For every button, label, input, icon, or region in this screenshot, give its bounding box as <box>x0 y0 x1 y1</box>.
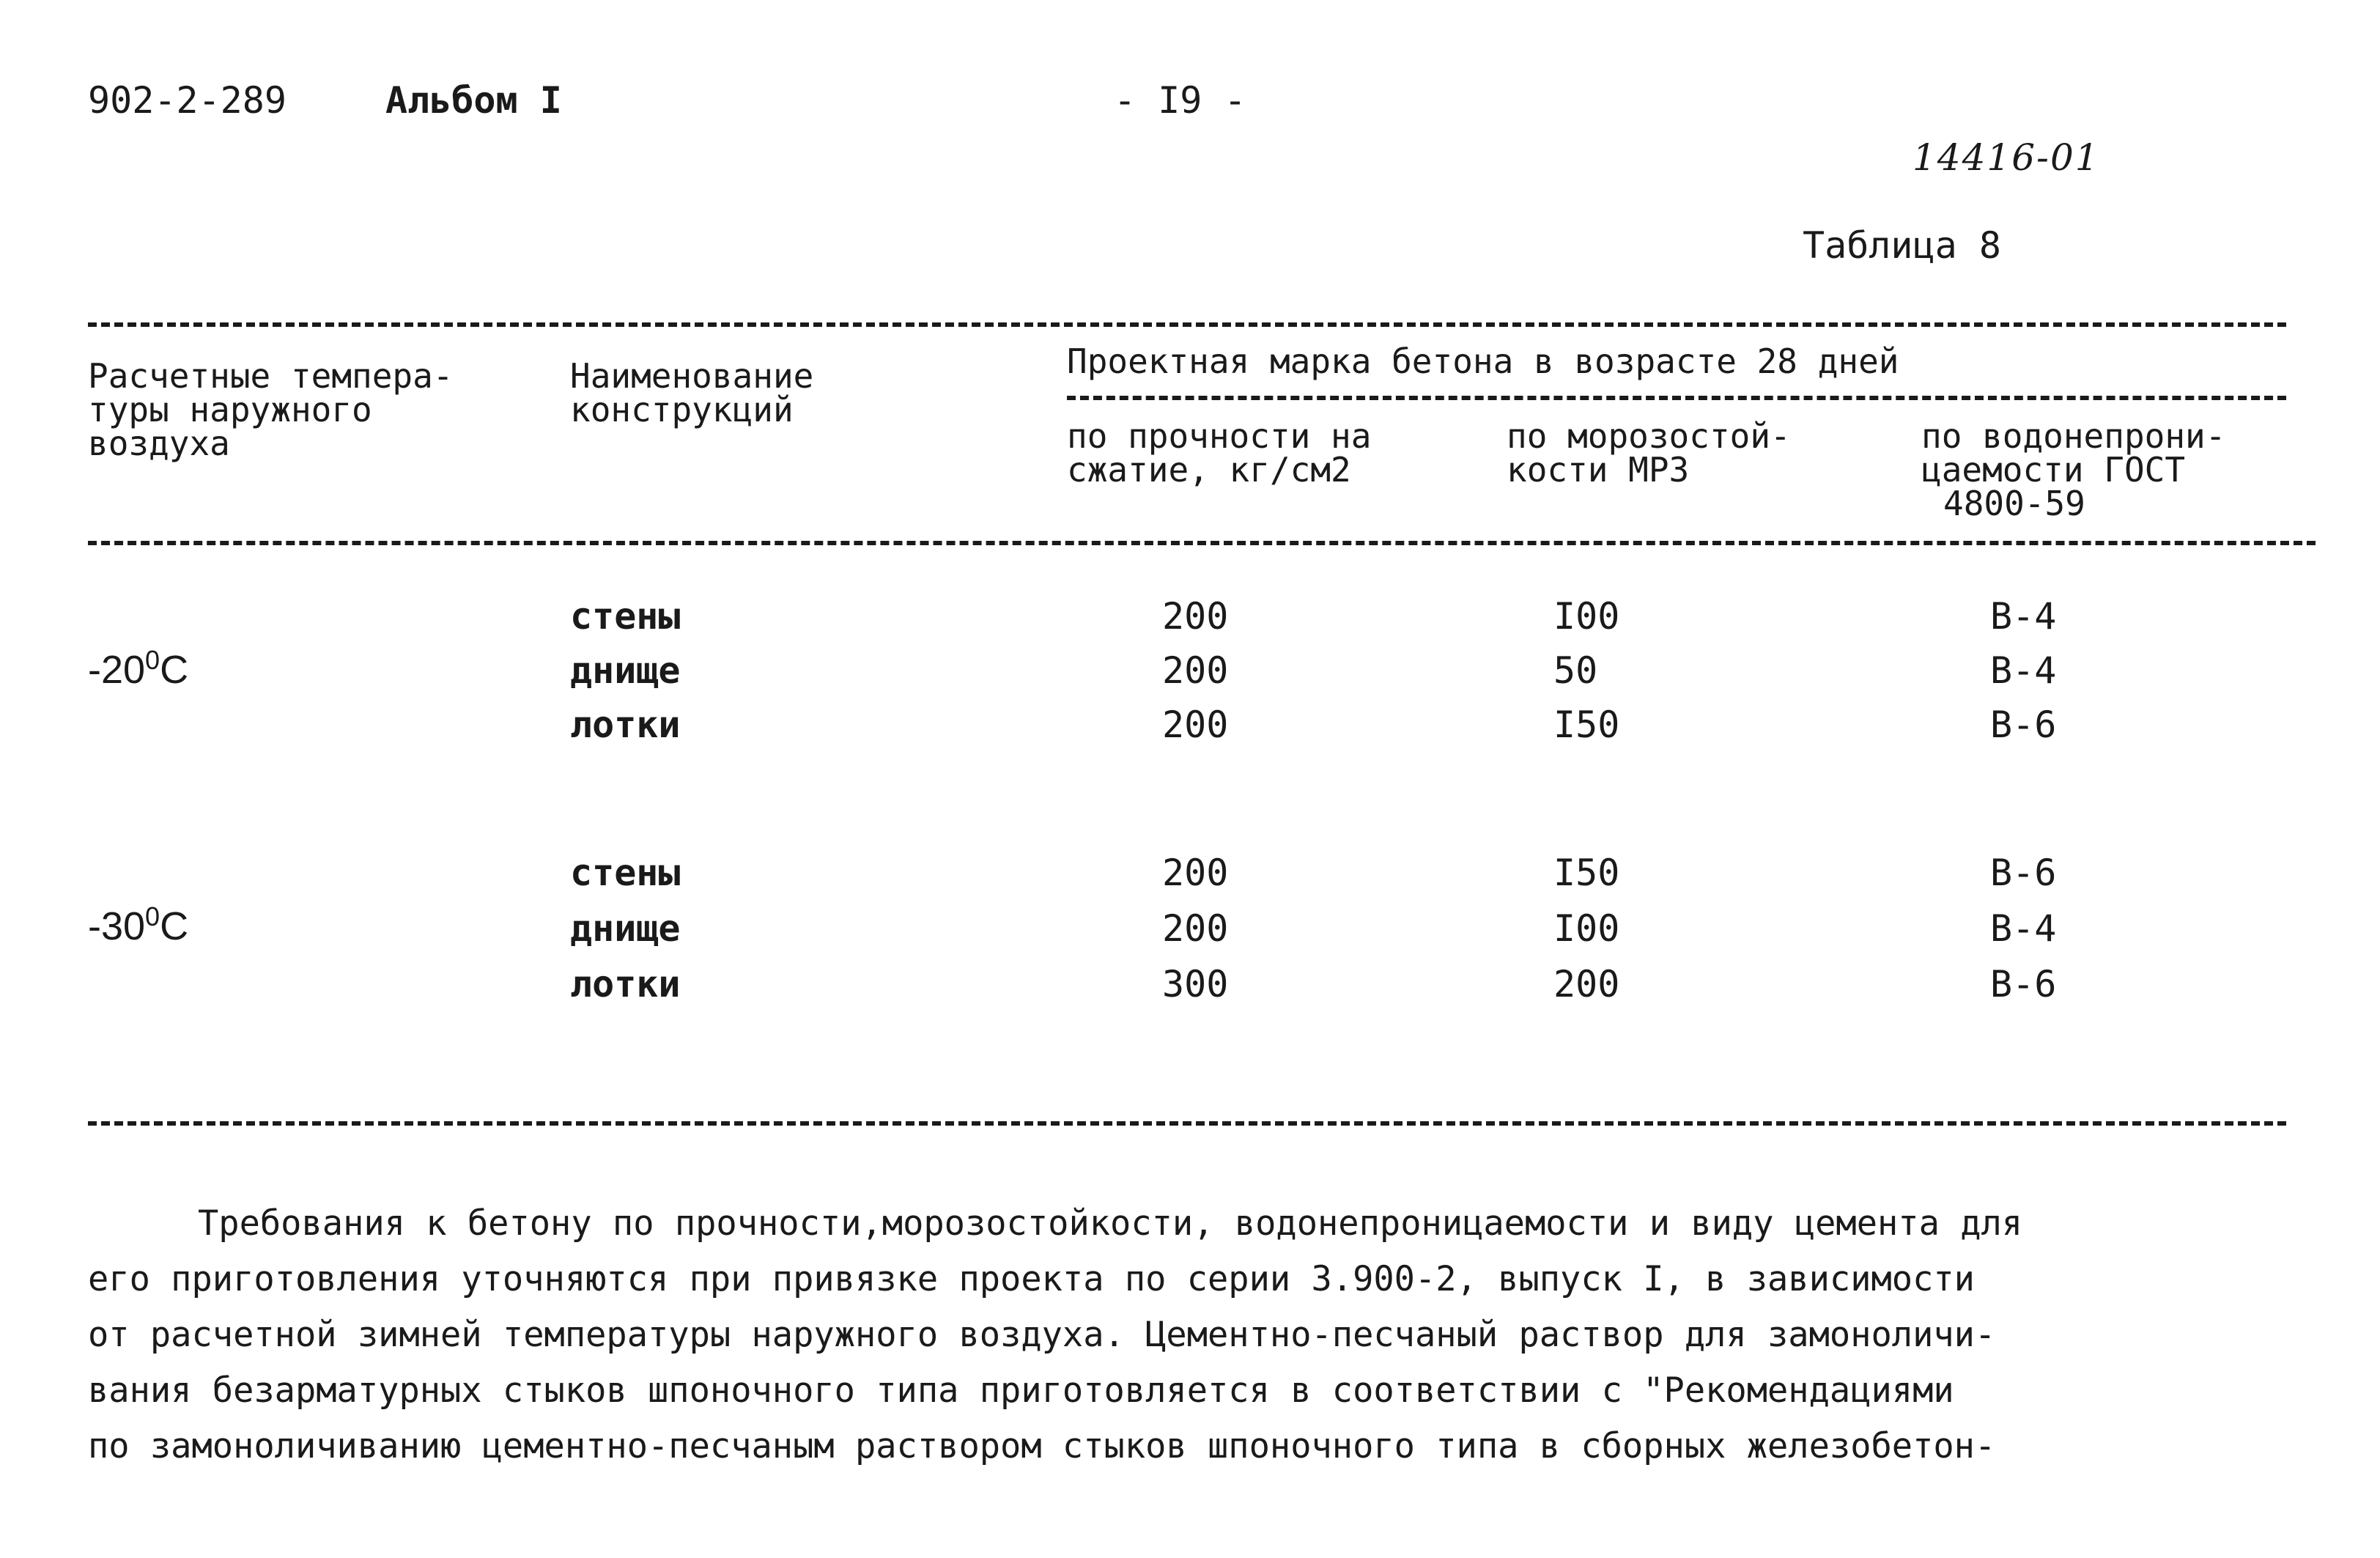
header-construction: Наименование конструкций <box>570 356 814 429</box>
header-temperature: Расчетные темпера- туры наружного воздуха <box>88 356 454 463</box>
water-value: В-6 <box>1990 704 2057 746</box>
header-concrete-grade: Проектная марка бетона в возрасте 28 дней <box>1067 341 1899 381</box>
temperature-value: $-30^0C$ <box>88 901 189 948</box>
page-number: - I9 - <box>1114 79 1246 122</box>
water-value: В-4 <box>1990 649 2057 692</box>
water-value: В-6 <box>1990 852 2057 894</box>
frost-value: I50 <box>1553 704 1620 746</box>
construction-name: стены <box>570 852 681 894</box>
table-title: Таблица 8 <box>1803 224 2001 267</box>
paragraph-line: его приготовления уточняются при привязке проекта по серии 3.900-2, выпуск I, в зависимости <box>88 1259 1975 1299</box>
strength-value: 200 <box>1162 649 1229 692</box>
strength-value: 200 <box>1162 907 1229 950</box>
construction-name: днище <box>570 907 681 950</box>
frost-value: 200 <box>1553 963 1620 1005</box>
paragraph-line: от расчетной зимней температуры наружного воздуха. Цементно-песчаный раствор для замоноличи- <box>88 1315 1996 1355</box>
temperature-value: $-20^0C$ <box>88 645 189 692</box>
strength-value: 200 <box>1162 704 1229 746</box>
paragraph-line: Требования к бетону по прочности,морозостойкости, водонепроницаемости и виду цемента для <box>198 1203 2023 1244</box>
group-header-rule <box>1067 396 2286 400</box>
header-water-resistance: по водонепрони- цаемости ГОСТ 4800-59 <box>1921 416 2226 523</box>
construction-name: лотки <box>570 963 681 1005</box>
water-value: В-4 <box>1990 907 2057 950</box>
inventory-number: 14416-01 <box>1912 136 2100 179</box>
album-label: Альбом I <box>385 79 562 122</box>
water-value: В-6 <box>1990 963 2057 1005</box>
header-strength: по прочности на сжатие, кг/см2 <box>1067 416 1372 490</box>
frost-value: 50 <box>1553 649 1598 692</box>
construction-name: стены <box>570 595 681 638</box>
paragraph-line: вания безарматурных стыков шпоночного типа приготовляется в соответствии с "Рекомендациями <box>88 1370 1954 1411</box>
table-top-rule <box>88 322 2286 327</box>
construction-name: лотки <box>570 704 681 746</box>
paragraph-line: по замоноличиванию цементно-песчаным раствором стыков шпоночного типа в сборных железобетон- <box>88 1426 1996 1466</box>
strength-value: 200 <box>1162 595 1229 638</box>
frost-value: I00 <box>1553 907 1620 950</box>
header-bottom-rule <box>88 541 2316 545</box>
body-paragraph <box>88 1196 2022 1474</box>
table-bottom-rule <box>88 1121 2286 1126</box>
strength-value: 200 <box>1162 852 1229 894</box>
doc-code: 902-2-289 <box>88 79 287 122</box>
header-frost-resistance: по морозостой- кости МРЗ <box>1507 416 1791 490</box>
frost-value: I00 <box>1553 595 1620 638</box>
water-value: В-4 <box>1990 595 2057 638</box>
construction-name: днище <box>570 649 681 692</box>
frost-value: I50 <box>1553 852 1620 894</box>
strength-value: 300 <box>1162 963 1229 1005</box>
